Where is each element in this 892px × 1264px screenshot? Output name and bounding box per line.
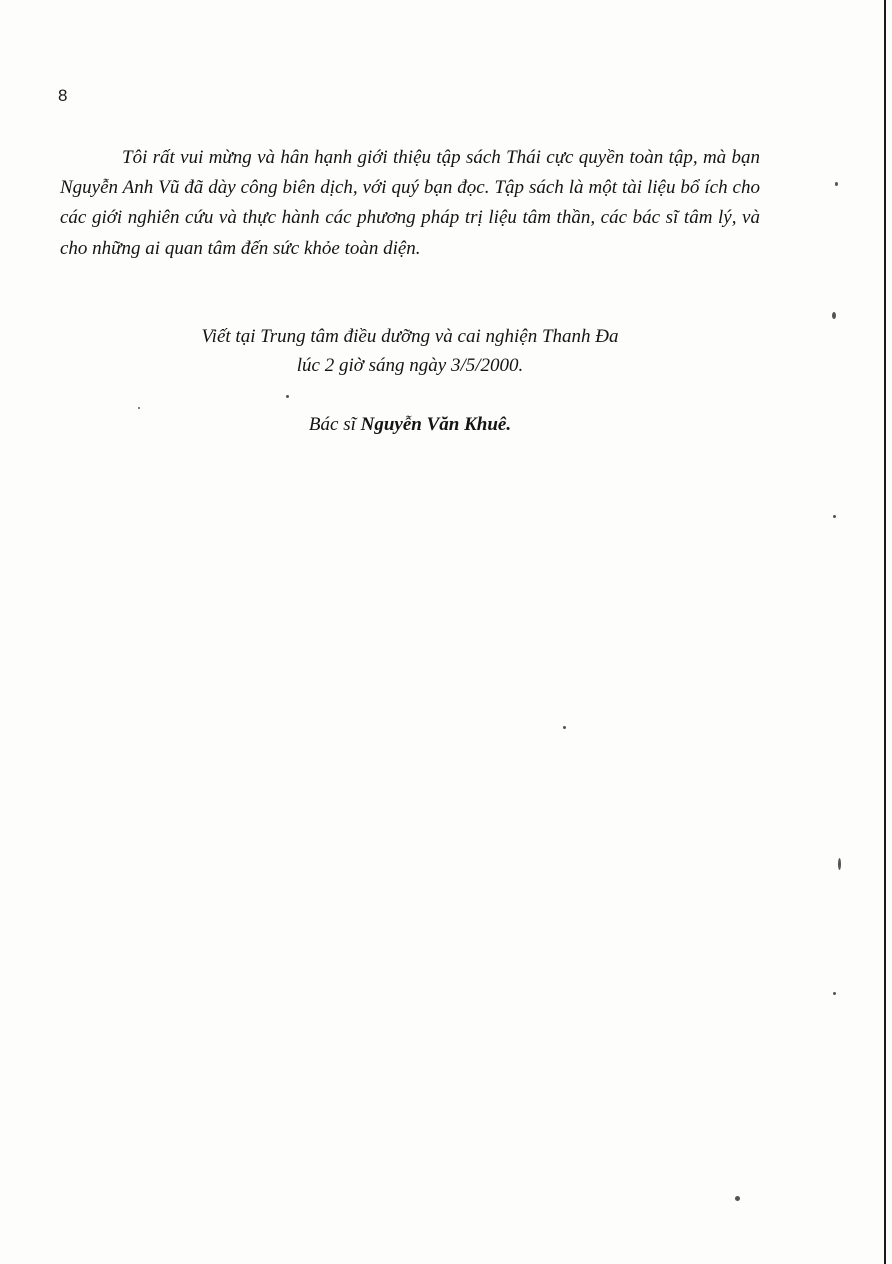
scan-speck	[838, 858, 841, 870]
scan-speck	[735, 1196, 740, 1201]
body-paragraph: Tôi rất vui mừng và hân hạnh giới thiệu tập sách Thái cực quyền toàn tập, mà bạn Nguyễn Anh Vũ đã dày công biên dịch, với quý bạn đọc. Tập sách là một tài liệu bổ ích cho các giới nghiên cứu và thực hành các phương pháp trị liệu tâm thần, các bác sĩ tâm lý, và cho những ai quan tâm đến sức khỏe toàn diện.	[60, 147, 760, 259]
signature-name: Nguyễn Văn Khuê.	[360, 414, 512, 435]
scan-speck	[138, 407, 140, 409]
scan-speck	[833, 515, 836, 518]
page-edge-line	[884, 0, 886, 1264]
scan-speck	[835, 182, 838, 186]
place-line: Viết tại Trung tâm điều dưỡng và cai nghiện Thanh Đa	[201, 326, 619, 347]
scan-speck	[832, 312, 836, 319]
scan-speck	[563, 726, 566, 729]
signature-title: Bác sĩ	[308, 414, 356, 435]
scan-speck	[286, 395, 289, 398]
page-number: 8	[58, 86, 68, 105]
time-line: lúc 2 giờ sáng ngày 3/5/2000.	[296, 355, 524, 376]
scan-speck	[833, 992, 836, 995]
signature	[60, 414, 760, 436]
